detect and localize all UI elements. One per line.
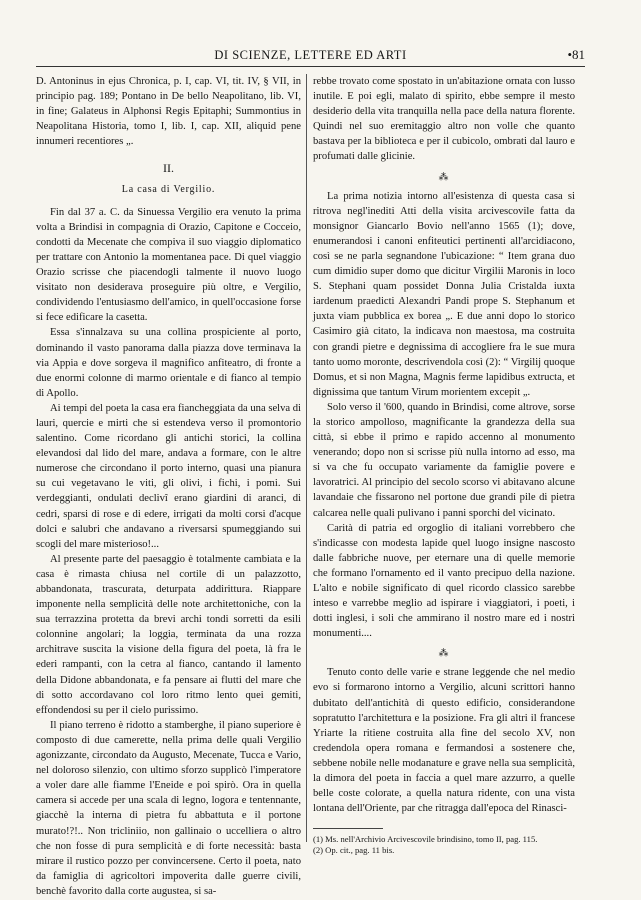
paragraph: Essa s'innalzava su una collina prospiciente al porto, dominando il vasto panorama dalla piazza dove terminava la via Appia e dove sorgeva il magnifico anfiteatro, di fronte a due enormi colonne di marmo orientale e di fianco al tempio di Apollo. (36, 327, 301, 399)
paragraph: Ai tempi del poeta la casa era fiancheggiata da una selva di lauri, quercie e mirti che si estendeva verso il promontorio salentino. Come ricordano gli antichi storici, la collina elevandosi dal lido del mare, andava a formare, con le altre numerose che circondano il porto interno, quasi una pianura su cui vegetavano le viti, gli olivi, i fichi, i pomi. Sui verdeggianti, ondulati declivî erano giardini di aranci, di cedri, sparsi di rose e di edere, irrigati da molti corsi d'acque dolci e salubri che andavano a riversarsi spumeggiando sui scogli del mare misterioso!... (36, 402, 301, 550)
column-divider (306, 74, 307, 842)
footnote-rule (313, 828, 383, 829)
asterism-separator: ⁂ (438, 171, 450, 183)
left-column (36, 74, 301, 899)
paragraph: Al presente parte del paesaggio è totalmente cambiata e la casa è rimasta chiusa nel cortile di un palazzotto, abbandonata, trascurata, deturpata addirittura. Riappare imponente nella semplicità delle note architettoniche, con la sua terrazzina protetta da brevi archi tondi sorretti da esili colonnine angolari; la loggia, terminata da una rozza architrave suscita la visione della figura del poeta, là fra le ederi rampanti, con la cetra al fianco, cantando il lamento della Didone abbandonata, e fa pensare ai flutti del mare che di sotto accordavano col loro ritmo lento quei gemiti, effondendosi su per il cielo purissimo. (36, 553, 301, 716)
paragraph: Tenuto conto delle varie e strane leggende che nel medio evo si formarono intorno a Vergilio, alcuni scrittori hanno dubitato dell'antichità di questo edificio, considerandone sopratutto l'architettura e la posizione. Fra gli altri il francese Yriarte la ritiene costruita alla fine del secolo XV, non credendola opera romana e fermandosi a sostenere che, sebbene nobile nelle modanature e grave nella sua semplicità, la dimora del poeta in faccia a quel mare azzurro, a quelle belle coste colorate, a quella natura ridente, con una vista lontana dell'Oriente, par che ritragga dall'epoca del Rinasci- (313, 667, 575, 815)
page-header (36, 44, 585, 67)
citation-continuation: D. Antoninus in ejus Chronica, p. I, cap. VI, tit. IV, § VII, in principio pag. 189; Pontano in De bello Neapolitano, lib. VI, in fine; Galateus in Alphonsi Regis Epitaphi; Summontius in Neapolitana Historia, tomo I, lib. I, cap. XII, aliquid pene innumeri recentiores „. (36, 76, 301, 148)
section-number: II. (163, 161, 174, 176)
asterism-separator: ⁂ (438, 648, 450, 660)
paragraph: La prima notizia intorno all'esistenza di questa casa si ritrova negl'inediti Atti della visita arcivescovile fatta da monsignor Giancarlo Bovio nell'anno 1565 (1); dove, enumerandosi i canoni enfiteutici pertinenti all'arcidiacono, così se ne parla segnandone l'ubicazione: “ Item grana duo cum dimidio super domo que dicitur Virgilii Maronis in loco S. Stephani quam possidet Donna Julia Cristalda iuxta iardenum praedicti Alexandri Pandi prope S. Stephanum et juxta viam pubblica ex borea „. E due anni dopo lo storico Casimiro già citato, la indicava non maestosa, ma costruita con grandi pietre e degnissima di accogliere fra le sue mura tanto uomo moronte, descrivendola così (2): “ Virgilij quoque Domus, et si non Magna, Magnis ferme lapidibus extructa, et dignissima que tantum Virum morientem excepit „. (313, 190, 575, 398)
paragraph-continuation: rebbe trovato come spostato in un'abitazione ornata con lusso inutile. E poi egli, malato di spirito, ebbe sempre il mesto desiderio della vita tranquilla nella pace della natura florente. Quindi nel suo eremitaggio altro non volle che quanto bastava per la biblioteca e per il cubicolo, ombrati dal lauro e profumati dalle glicinie. (313, 76, 575, 163)
paragraph: Solo verso il '600, quando in Brindisi, come altrove, sorse la storico ampolloso, magnificante la grandezza della sua città, si ebbe il primo e rapido accenno al monumento venerando; dopo non si scrisse più nulla intorno ad esso, ma si va che fu occupato variamente da famiglie povere e lavoratrici. Al principio del secolo scorso vi abitavano alcune lavandaie che fissarono nel portone due grandi pile di pietra calcarea nelle quali pulivano i panni sporchi del vicinato. (313, 401, 575, 519)
paragraph: Fin dal 37 a. C. da Sinuessa Vergilio era venuto la prima volta a Brindisi in compagnia di Orazio, Capitone e Cocceio, condotti da Mecenate che compiva il suo viaggio diplomatico per trattare con Antonio la momentanea pace. Di quel viaggio Orazio scrisse che piacendogli talmente il nuovo luogo visitato non desiderava proseguire più oltre, e Vergilio, condividendo l'entusiasmo dell'amico, in quell'occasione forse si fece edificare la casetta. (36, 206, 301, 324)
paragraph: Il piano terreno è ridotto a stamberghe, il piano superiore è composto di due camerette, nella prima delle quali Vergilio agonizzante, circondato da Augusto, Mecenate, Tucca e Vario, nel doloroso silenzio, con ultimo sforzo supplicò l'imperatore a voler dare alle fiamme l'Eneide e poi spirò. Ora in quella camera si accede per una scala di legno, logora e tentennante, giacchè la interna di pietra fu abbattuta e il portone murato!?!.. Non tricliniio, non gallinaio o uccelliera o altro che non fosse di pura semplicità e di forte necessità: basta mirare il rustico pozzo per convincersene. Certo il poeta, nato da famiglia di agricoltori impoverita dalle guerre civili, benchè favorito dalla corte augustea, si sa- (36, 719, 301, 897)
footnote: (1) Ms. nell'Archivio Arcivescovile brindisino, tomo II, pag. 115. (313, 834, 538, 845)
section-title: La casa di Vergilio. (121, 183, 216, 195)
right-column (313, 74, 575, 856)
running-title: DI SCIENZE, LETTERE ED ARTI (214, 48, 407, 62)
footnote: (2) Op. cit., pag. 11 bis. (313, 845, 395, 856)
page-number: •81 (567, 47, 585, 62)
paragraph: Carità di patria ed orgoglio di italiani vorrebbero che s'indicasse con modesta lapide quel luogo insigne nascosto dalle fabbriche nuove, per eternare una di quelle memorie che formano l'ornamento ed il vanto precipuo della nazione. L'alto e nobile significato di quel ricordo classico sarebbe inteso e varrebbe meglio ad ispirare i viaggiatori, i poeti, i dotti inglesi, i soli che ammirano il nostro mare ed i nostri monumenti.... (313, 522, 575, 640)
